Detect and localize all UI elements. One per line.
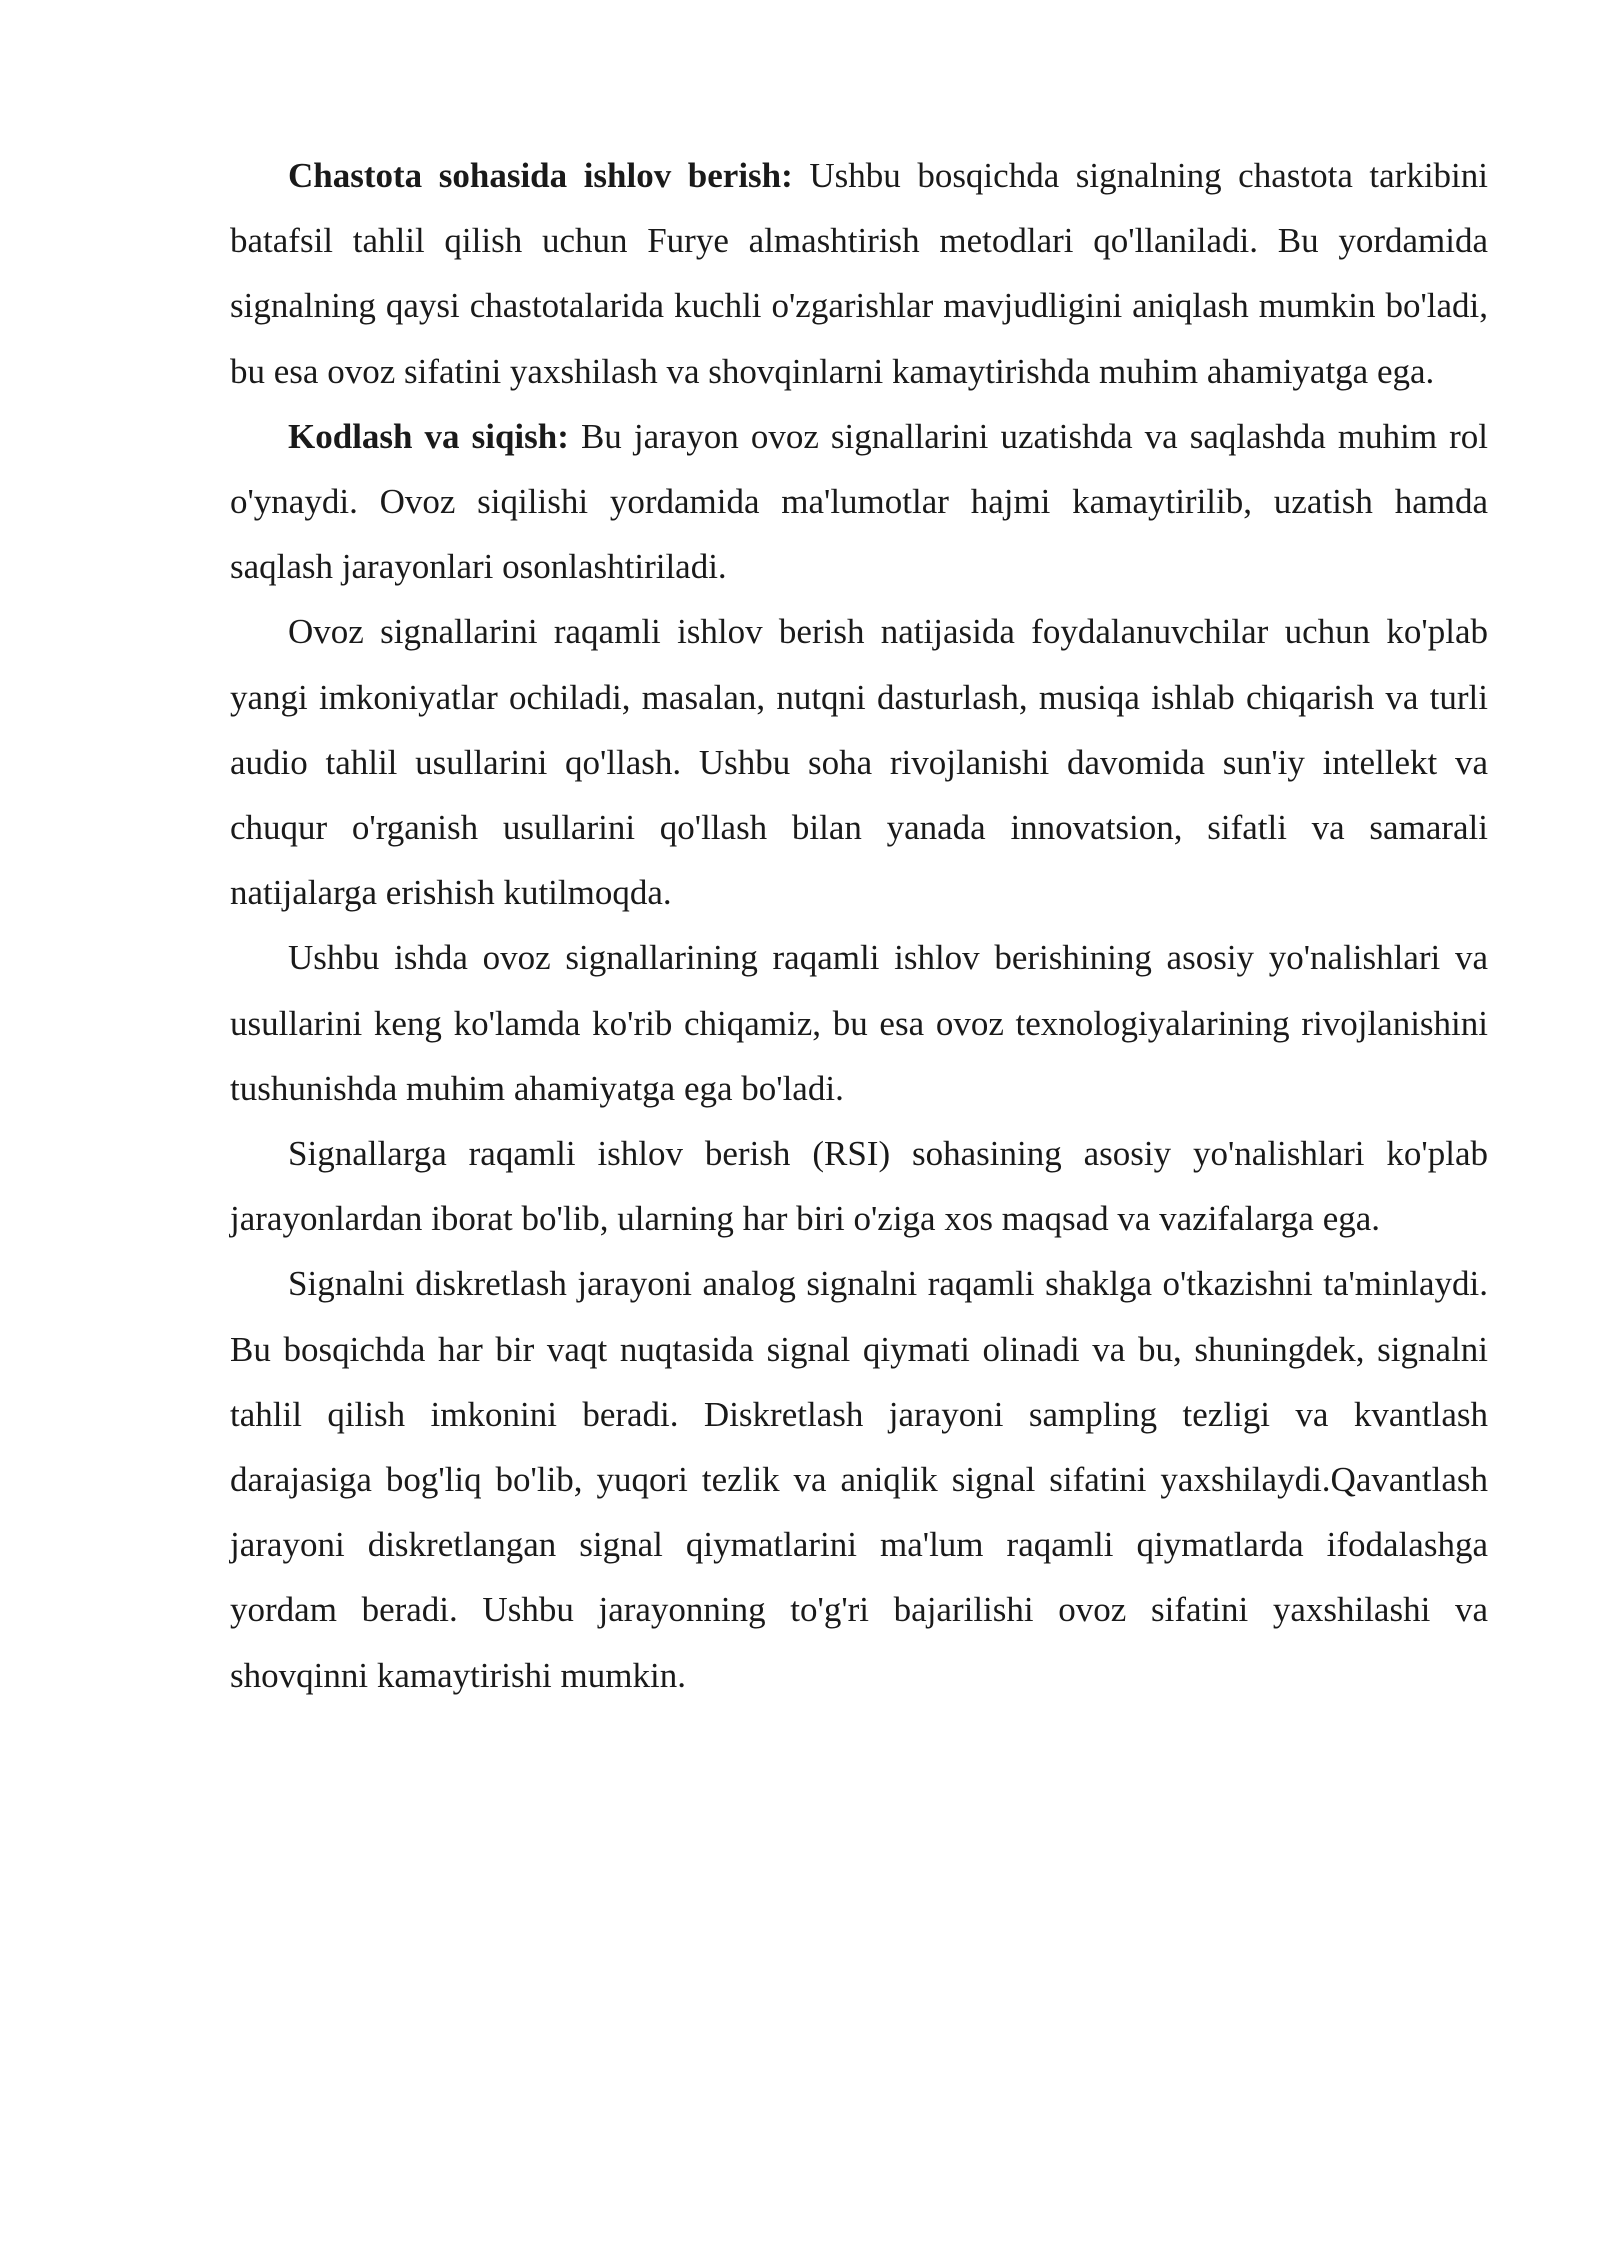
paragraph-sampling-quantization [230, 1251, 1488, 1707]
paragraph-text: Ushbu bosqichda signalning chastota tarkibini batafsil tahlil qilish uchun Furye almashtirish metodlari qo'llaniladi. Bu yordamida signalning qaysi chastotalarida kuchli o'zgarishlar mavjudligini aniqlash mumkin bo'ladi, bu esa ovoz sifatini yaxshilash va shovqinlarni kamaytirishda muhim ahamiyatga ega. [230, 156, 1488, 391]
paragraph-frequency-processing [230, 143, 1488, 404]
document-body [230, 143, 1488, 1708]
paragraph-text: Signalni diskretlash jarayoni analog signalni raqamli shaklga o'tkazishni ta'minlaydi. Bu bosqichda har bir vaqt nuqtasida signal qiymati olinadi va bu, shuningdek, signalni tahlil qilish imkonini beradi. Diskretlash jarayoni sampling tezligi va kvantlash darajasiga bog'liq bo'lib, yuqori tezlik va aniqlik signal sifatini yaxshilaydi.Qavantlash jarayoni diskretlangan signal qiymatlarini ma'lum raqamli qiymatlarda ifodalashga yordam beradi. Ushbu jarayonning to'g'ri bajarilishi ovoz sifatini yaxshilashi va shovqinni kamaytirishi mumkin. [230, 1264, 1488, 1695]
paragraph-digital-processing-results [230, 599, 1488, 925]
paragraph-text: Bu jarayon ovoz signallarini uzatishda va saqlashda muhim rol o'ynaydi. Ovoz siqilishi yordamida ma'lumotlar hajmi kamaytirilib, uzatish hamda saqlash jarayonlari osonlashtiriladi. [230, 416, 1488, 587]
paragraph-heading: Chastota sohasida ishlov berish: [288, 156, 793, 195]
paragraph-heading: Kodlash va siqish: [288, 416, 569, 456]
paragraph-text: Ovoz signallarini raqamli ishlov berish natijasida foydalanuvchilar uchun ko'plab yangi imkoniyatlar ochiladi, masalan, nutqni dasturlash, musiqa ishlab chiqarish va turli audio tahlil usullarini qo'llash. Ushbu soha rivojlanishi davomida sun'iy intellekt va chuqur o'rganish usullarini qo'llash bilan yanada innovatsion, sifatli va samarali natijalarga erishish kutilmoqda. [230, 612, 1488, 913]
paragraph-text: Signallarga raqamli ishlov berish (RSI) sohasining asosiy yo'nalishlari ko'plab jarayonlardan iborat bo'lib, ularning har biri o'ziga xos maqsad va vazifalarga ega. [230, 1134, 1488, 1239]
paragraph-work-overview [230, 925, 1488, 1121]
paragraph-rsi-directions [230, 1121, 1488, 1251]
paragraph-coding-compression [230, 404, 1488, 600]
paragraph-text: Ushbu ishda ovoz signallarining raqamli ishlov berishining asosiy yo'nalishlari va usullarini keng ko'lamda ko'rib chiqamiz, bu esa ovoz texnologiyalarining rivojlanishini tushunishda muhim ahamiyatga ega bo'ladi. [230, 938, 1488, 1108]
